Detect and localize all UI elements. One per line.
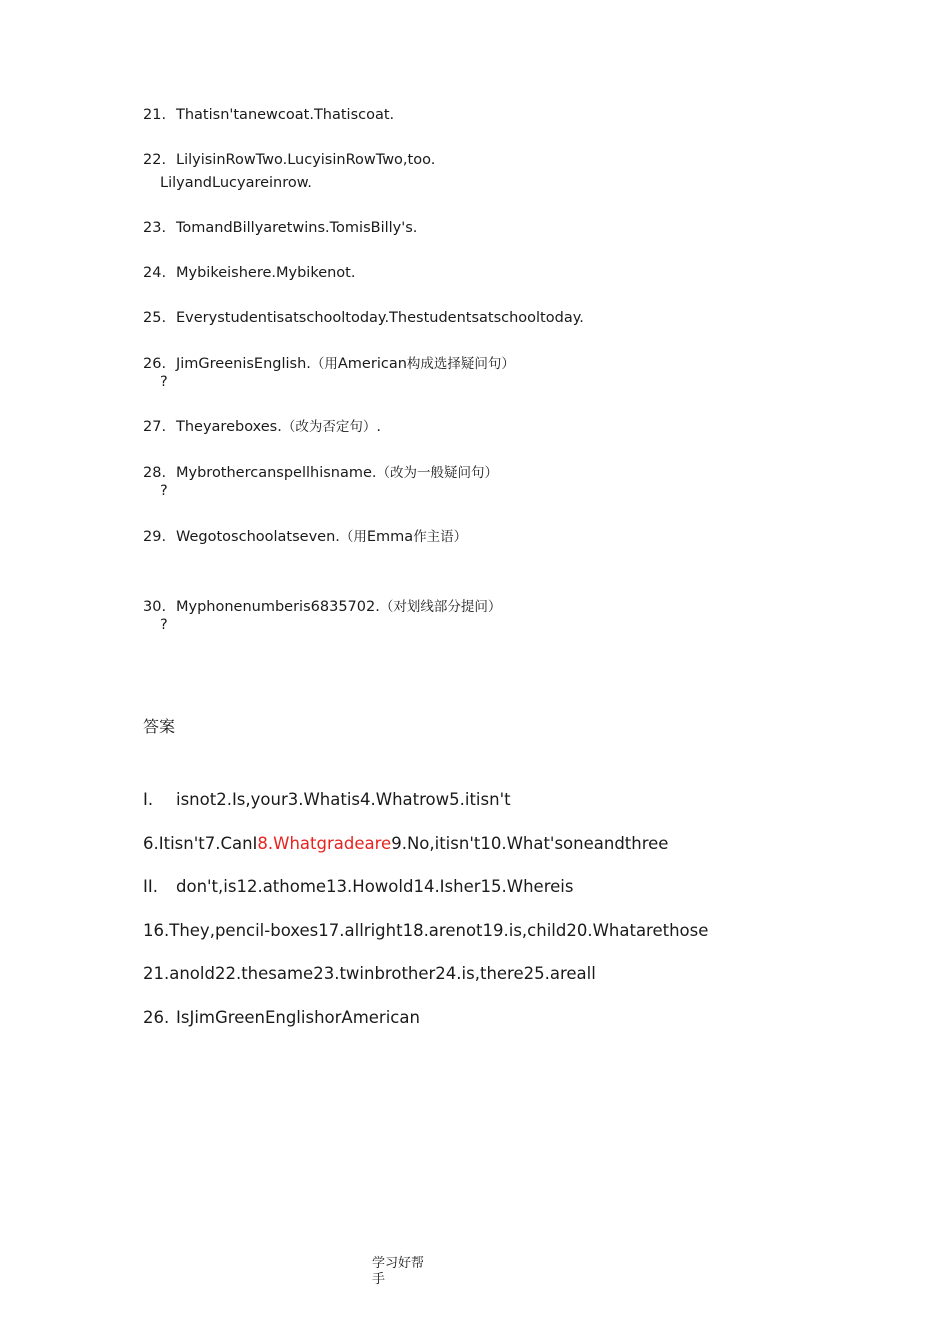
answer-line-1 [143, 790, 511, 810]
answer-text: isnot2.Is,your3.Whatis4.Whatrow5.itisn't [176, 790, 511, 809]
question-text: Theyareboxes. [176, 419, 282, 435]
answers-heading: 答案 [143, 717, 176, 736]
question-26 [143, 355, 515, 391]
question-23 [143, 219, 417, 237]
question-text: Thatisn'tanewcoat.Thatiscoat. [176, 107, 395, 123]
question-text-line2: LilyandLucyareinrow. [160, 175, 312, 191]
question-text: Myphonenumberis6835702. [176, 599, 380, 615]
question-note: （改为否定句） [281, 419, 377, 435]
answer-line-5 [143, 964, 596, 984]
question-text: LilyisinRowTwo.LucyisinRowTwo,too. [176, 152, 436, 168]
question-number: 27. [143, 419, 167, 435]
question-text: Wegotoschoolatseven. [176, 529, 340, 545]
answer-line-2 [143, 834, 668, 854]
question-note-open: （用 [339, 529, 367, 545]
question-number: 24. [143, 265, 167, 281]
question-text: Everystudentisatschooltoday.Thestudentsatschooltoday. [176, 310, 584, 326]
question-note-close: 构成选择疑问句） [406, 356, 515, 372]
question-27 [143, 418, 381, 436]
answer-highlight: 8.Whatgradeare [257, 834, 392, 853]
question-number: 21. [143, 107, 167, 123]
answer-number: 26. [143, 1008, 170, 1027]
answer-text: IsJimGreenEnglishorAmerican [176, 1008, 420, 1027]
question-number: 23. [143, 220, 167, 236]
answer-line-3 [143, 877, 573, 897]
answer-line-4 [143, 921, 708, 941]
question-21 [143, 106, 394, 124]
question-note-open: （用 [310, 356, 338, 372]
answer-text: 21.anold22.thesame23.twinbrother24.is,there25.areall [143, 964, 596, 983]
question-25 [143, 309, 584, 327]
question-22 [143, 151, 435, 192]
question-29 [143, 528, 467, 546]
question-number: 29. [143, 529, 167, 545]
answer-text: 6.Itisn't7.CanI [143, 834, 258, 853]
question-text: Mybrothercanspellhisname. [176, 465, 377, 481]
question-note-close: 作主语） [413, 529, 468, 545]
question-number: 30. [143, 599, 167, 615]
answer-section-label: II. [143, 877, 158, 896]
answer-text: 9.No,itisn't10.What'soneandthree [391, 834, 669, 853]
question-text: JimGreenisEnglish. [176, 356, 311, 372]
question-text: Mybikeishere.Mybikenot. [176, 265, 356, 281]
question-note-word: American [337, 356, 407, 372]
question-note: （改为一般疑问句） [376, 465, 499, 481]
question-note: （对划线部分提问） [379, 599, 502, 615]
page-footer: 学习好帮手 [372, 1256, 425, 1287]
answer-text: don't,is12.athome13.Howold14.Isher15.Whereis [176, 877, 574, 896]
question-note-word: Emma [366, 529, 414, 545]
question-28 [143, 464, 498, 500]
question-answer-blank: ? [160, 483, 168, 499]
question-answer-blank: ? [160, 617, 168, 633]
question-number: 26. [143, 356, 167, 372]
question-24 [143, 264, 355, 282]
question-number: 22. [143, 152, 167, 168]
question-tail: . [376, 419, 381, 435]
question-answer-blank: ? [160, 374, 168, 390]
question-30 [143, 598, 501, 634]
question-number: 25. [143, 310, 167, 326]
answer-text: 16.They,pencil-boxes17.allright18.arenot19.is,child20.Whatarethose [143, 921, 709, 940]
answer-line-6 [143, 1008, 420, 1028]
question-text: TomandBillyaretwins.TomisBilly's. [176, 220, 418, 236]
answer-section-label: I. [143, 790, 154, 809]
question-number: 28. [143, 465, 167, 481]
